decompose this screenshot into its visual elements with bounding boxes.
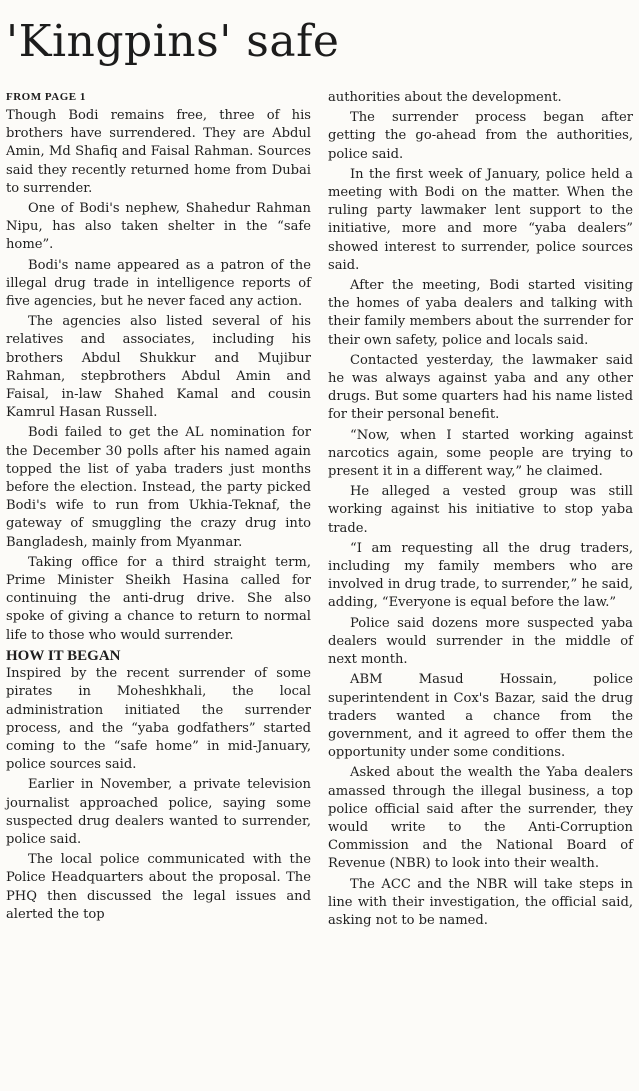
paragraph: ABM Masud Hossain, police superintendent in Cox's Bazar, said the drug traders wanted a chance from the government, and it agreed to offer them the opportunity under some conditions. [328, 672, 633, 761]
paragraph: Earlier in November, a private television journalist approached police, saying some suspected drug dealers wanted to surrender, police said. [6, 777, 311, 847]
right-column [328, 89, 633, 932]
paragraph: One of Bodi's nephew, Shahedur Rahman Nipu, has also taken shelter in the “safe home”. [6, 201, 311, 253]
paragraph: Though Bodi remains free, three of his brothers have surrendered. They are Abdul Amin, Md Shafiq and Faisal Rahman. Sources said they recently returned home from Dubai to surrender. [6, 108, 311, 196]
paragraph: Bodi failed to get the AL nomination for the December 30 polls after his named again topped the list of yaba traders just months before the election. Instead, the party picked Bodi's wife to run from Ukhia-Teknaf, the gateway of smuggling the crazy drug into Bangladesh, mainly from Myanmar. [6, 425, 311, 550]
paragraph: After the meeting, Bodi started visiting the homes of yaba dealers and talking with their family members about the surrender for their own safety, police and locals said. [328, 278, 633, 348]
paragraph: He alleged a vested group was still working against his initiative to stop yaba trade. [328, 484, 633, 536]
paragraph: “I am requesting all the drug traders, including my family members who are involved in drug trade, to surrender,” he said, adding, “Everyone is equal before the law.” [328, 540, 633, 611]
paragraph: The ACC and the NBR will take steps in line with their investigation, the official said, asking not to be named. [328, 876, 633, 928]
paragraph: The local police communicated with the Police Headquarters about the proposal. The PHQ then discussed the legal issues and alerted the top [6, 852, 311, 922]
headline: 'Kingpins' safe [6, 16, 340, 67]
left-column [6, 89, 311, 926]
paragraph: Contacted yesterday, the lawmaker said he was always against yaba and any other drugs. But some quarters had his name listed for their personal benefit. [328, 352, 633, 423]
paragraph: Police said dozens more suspected yaba dealers would surrender in the middle of next month. [328, 615, 633, 668]
paragraph: “Now, when I started working against narcotics again, some people are trying to present it in a different way,” he claimed. [328, 427, 633, 480]
paragraph: The agencies also listed several of his relatives and associates, including his brothers Abdul Shukkur and Mujibur Rahman, stepbrothers Abdul Amin and Faisal, in-law Shahed Kamal and cousin Kamrul Hasan Russell. [6, 314, 311, 421]
kicker: FROM PAGE 1 [6, 91, 86, 103]
paragraph: The surrender process began after getting the go-ahead from the authorities, police said. [328, 110, 633, 162]
subhead: HOW IT BEGAN [6, 647, 121, 664]
paragraph: authorities about the development. [328, 90, 562, 105]
paragraph: In the first week of January, police held a meeting with Bodi on the matter. When the ruling party lawmaker lent support to the initiative, more and more “yaba dealers” showed interest to surrender, police sources said. [328, 166, 633, 273]
paragraph: Taking office for a third straight term, Prime Minister Sheikh Hasina called for continuing the anti-drug drive. She also spoke of giving a chance to return to normal life to those who would surrender. [6, 554, 311, 643]
paragraph: Bodi's name appeared as a patron of the illegal drug trade in intelligence reports of five agencies, but he never faced any action. [6, 257, 311, 310]
paragraph: Inspired by the recent surrender of some pirates in Moheshkhali, the local administration initiated the surrender process, and the “yaba godfathers” started coming to the “safe home” in mid-January, police sources said. [6, 666, 311, 773]
paragraph: Asked about the wealth the Yaba dealers amassed through the illegal business, a top police official said after the surrender, they would write to the Anti-Corruption Commission and the National Board of Revenue (NBR) to look into their wealth. [328, 765, 633, 872]
